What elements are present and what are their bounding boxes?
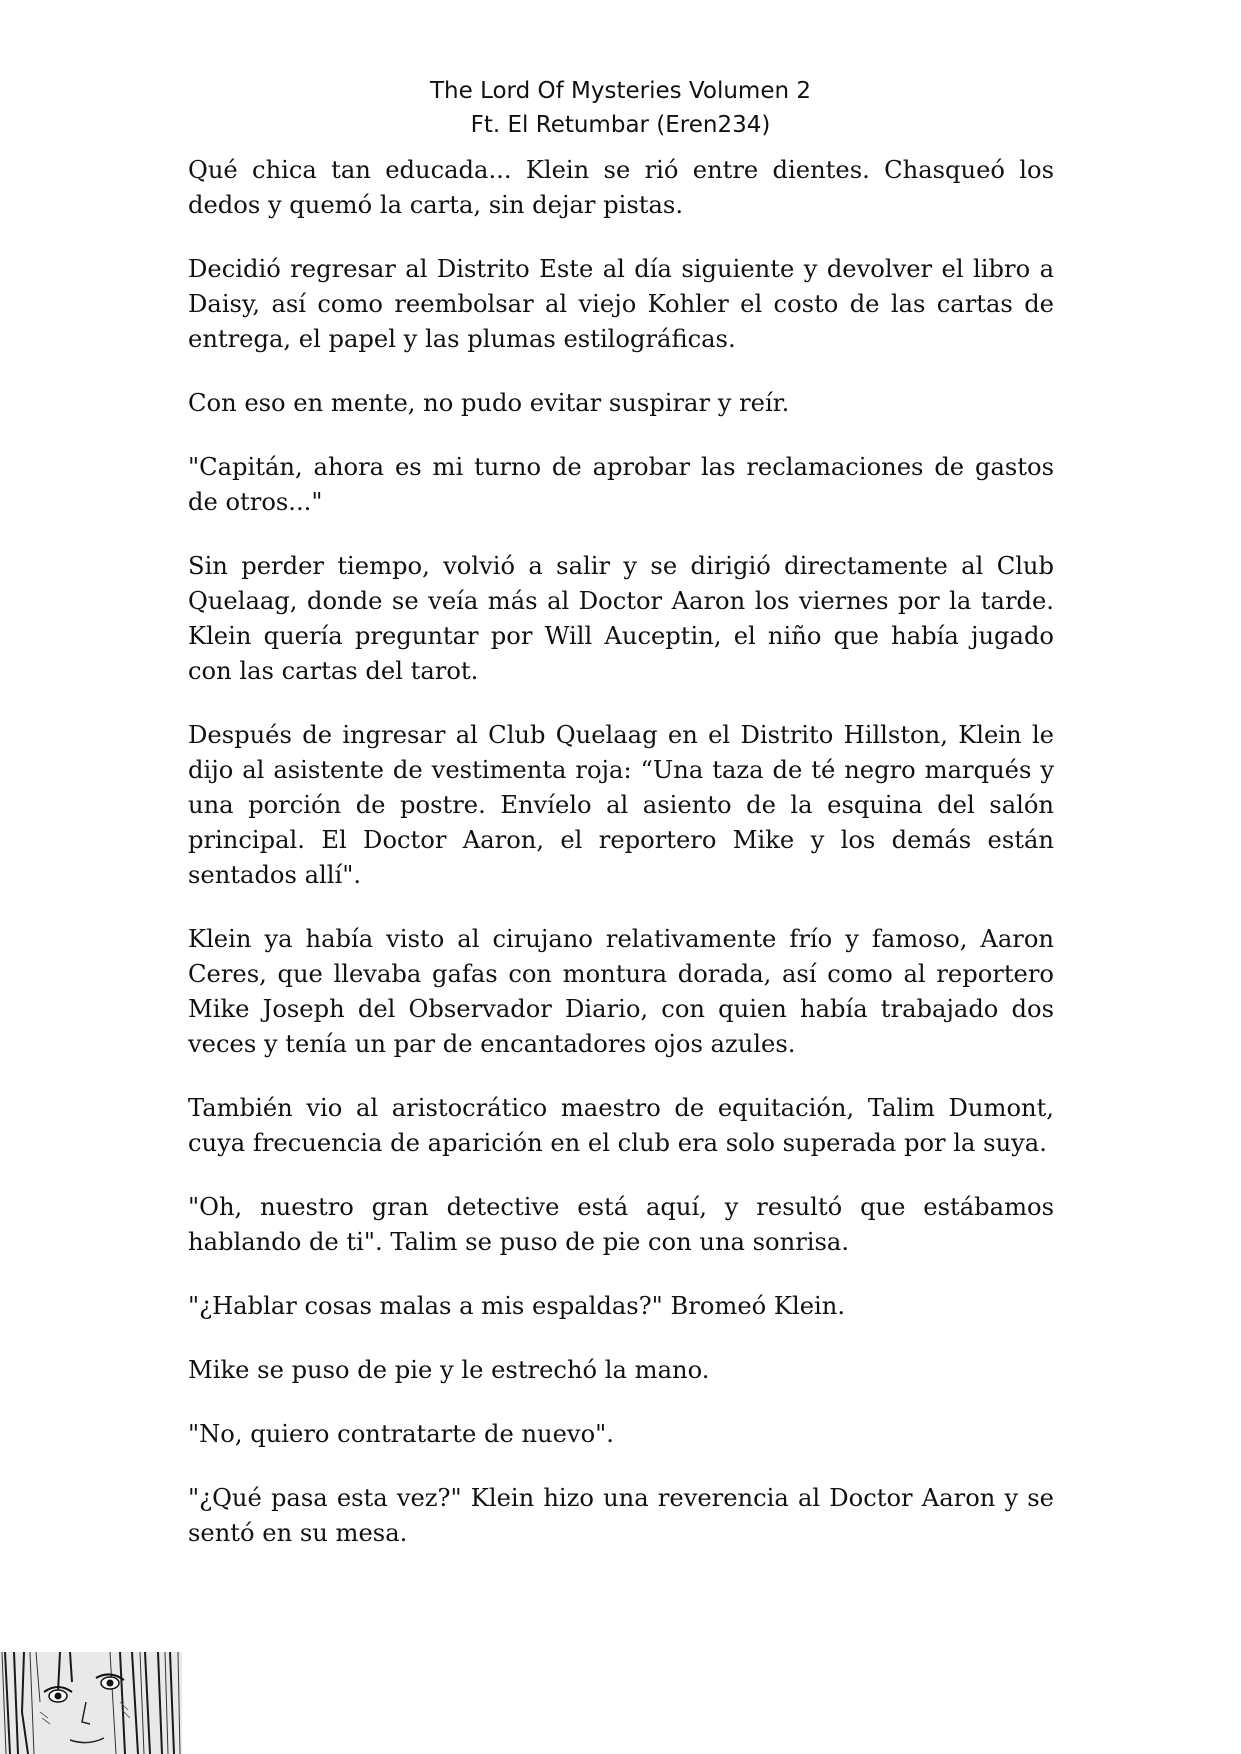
paragraph: También vio al aristocrático maestro de equitación, Talim Dumont, cuya frecuencia de aparición en el club era solo superada por la suya. — [188, 1094, 1054, 1157]
paragraph: Sin perder tiempo, volvió a salir y se dirigió directamente al Club Quelaag, donde se veía más al Doctor Aaron los viernes por la tarde. Klein quería preguntar por Will Auceptin, el niño que había jugado con las cartas del tarot. — [188, 552, 1054, 685]
paragraph: Después de ingresar al Club Quelaag en el Distrito Hillston, Klein le dijo al asistente de vestimenta roja: “Una taza de té negro marqués y una porción de postre. Envíelo al asiento de la esquina del salón principal. El Doctor Aaron, el reportero Mike y los demás están sentados allí". — [188, 721, 1054, 889]
illustration-drawing — [0, 1652, 182, 1754]
paragraph: Mike se puso de pie y le estrechó la mano. — [188, 1356, 710, 1384]
paragraph: "¿Qué pasa esta vez?" Klein hizo una reverencia al Doctor Aaron y se sentó en su mesa. — [188, 1484, 1054, 1547]
paragraph: "¿Hablar cosas malas a mis espaldas?" Bromeó Klein. — [188, 1292, 846, 1320]
paragraph: Con eso en mente, no pudo evitar suspirar y reír. — [188, 389, 790, 417]
manga-face-illustration — [0, 1652, 182, 1754]
paragraph: Klein ya había visto al cirujano relativamente frío y famoso, Aaron Ceres, que llevaba gafas con montura dorada, así como al reportero Mike Joseph del Observador Diario, con quien había trabajado dos veces y tenía un par de encantadores ojos azules. — [188, 925, 1054, 1058]
page-header — [0, 74, 1241, 142]
paragraph: "Capitán, ahora es mi turno de aprobar las reclamaciones de gastos de otros..." — [188, 453, 1054, 516]
chapter-body — [188, 153, 1054, 1580]
translator-credit: Ft. El Retumbar (Eren234) — [470, 112, 771, 138]
paragraph: "No, quiero contratarte de nuevo". — [188, 1420, 614, 1448]
book-title: The Lord Of Mysteries Volumen 2 — [429, 78, 811, 104]
paragraph: Decidió regresar al Distrito Este al día siguiente y devolver el libro a Daisy, así como reembolsar al viejo Kohler el costo de las cartas de entrega, el papel y las plumas estilográficas. — [188, 255, 1054, 353]
paragraph: Qué chica tan educada... Klein se rió entre dientes. Chasqueó los dedos y quemó la carta, sin dejar pistas. — [188, 156, 1054, 219]
paragraph: "Oh, nuestro gran detective está aquí, y resultó que estábamos hablando de ti". Talim se puso de pie con una sonrisa. — [188, 1193, 1054, 1256]
